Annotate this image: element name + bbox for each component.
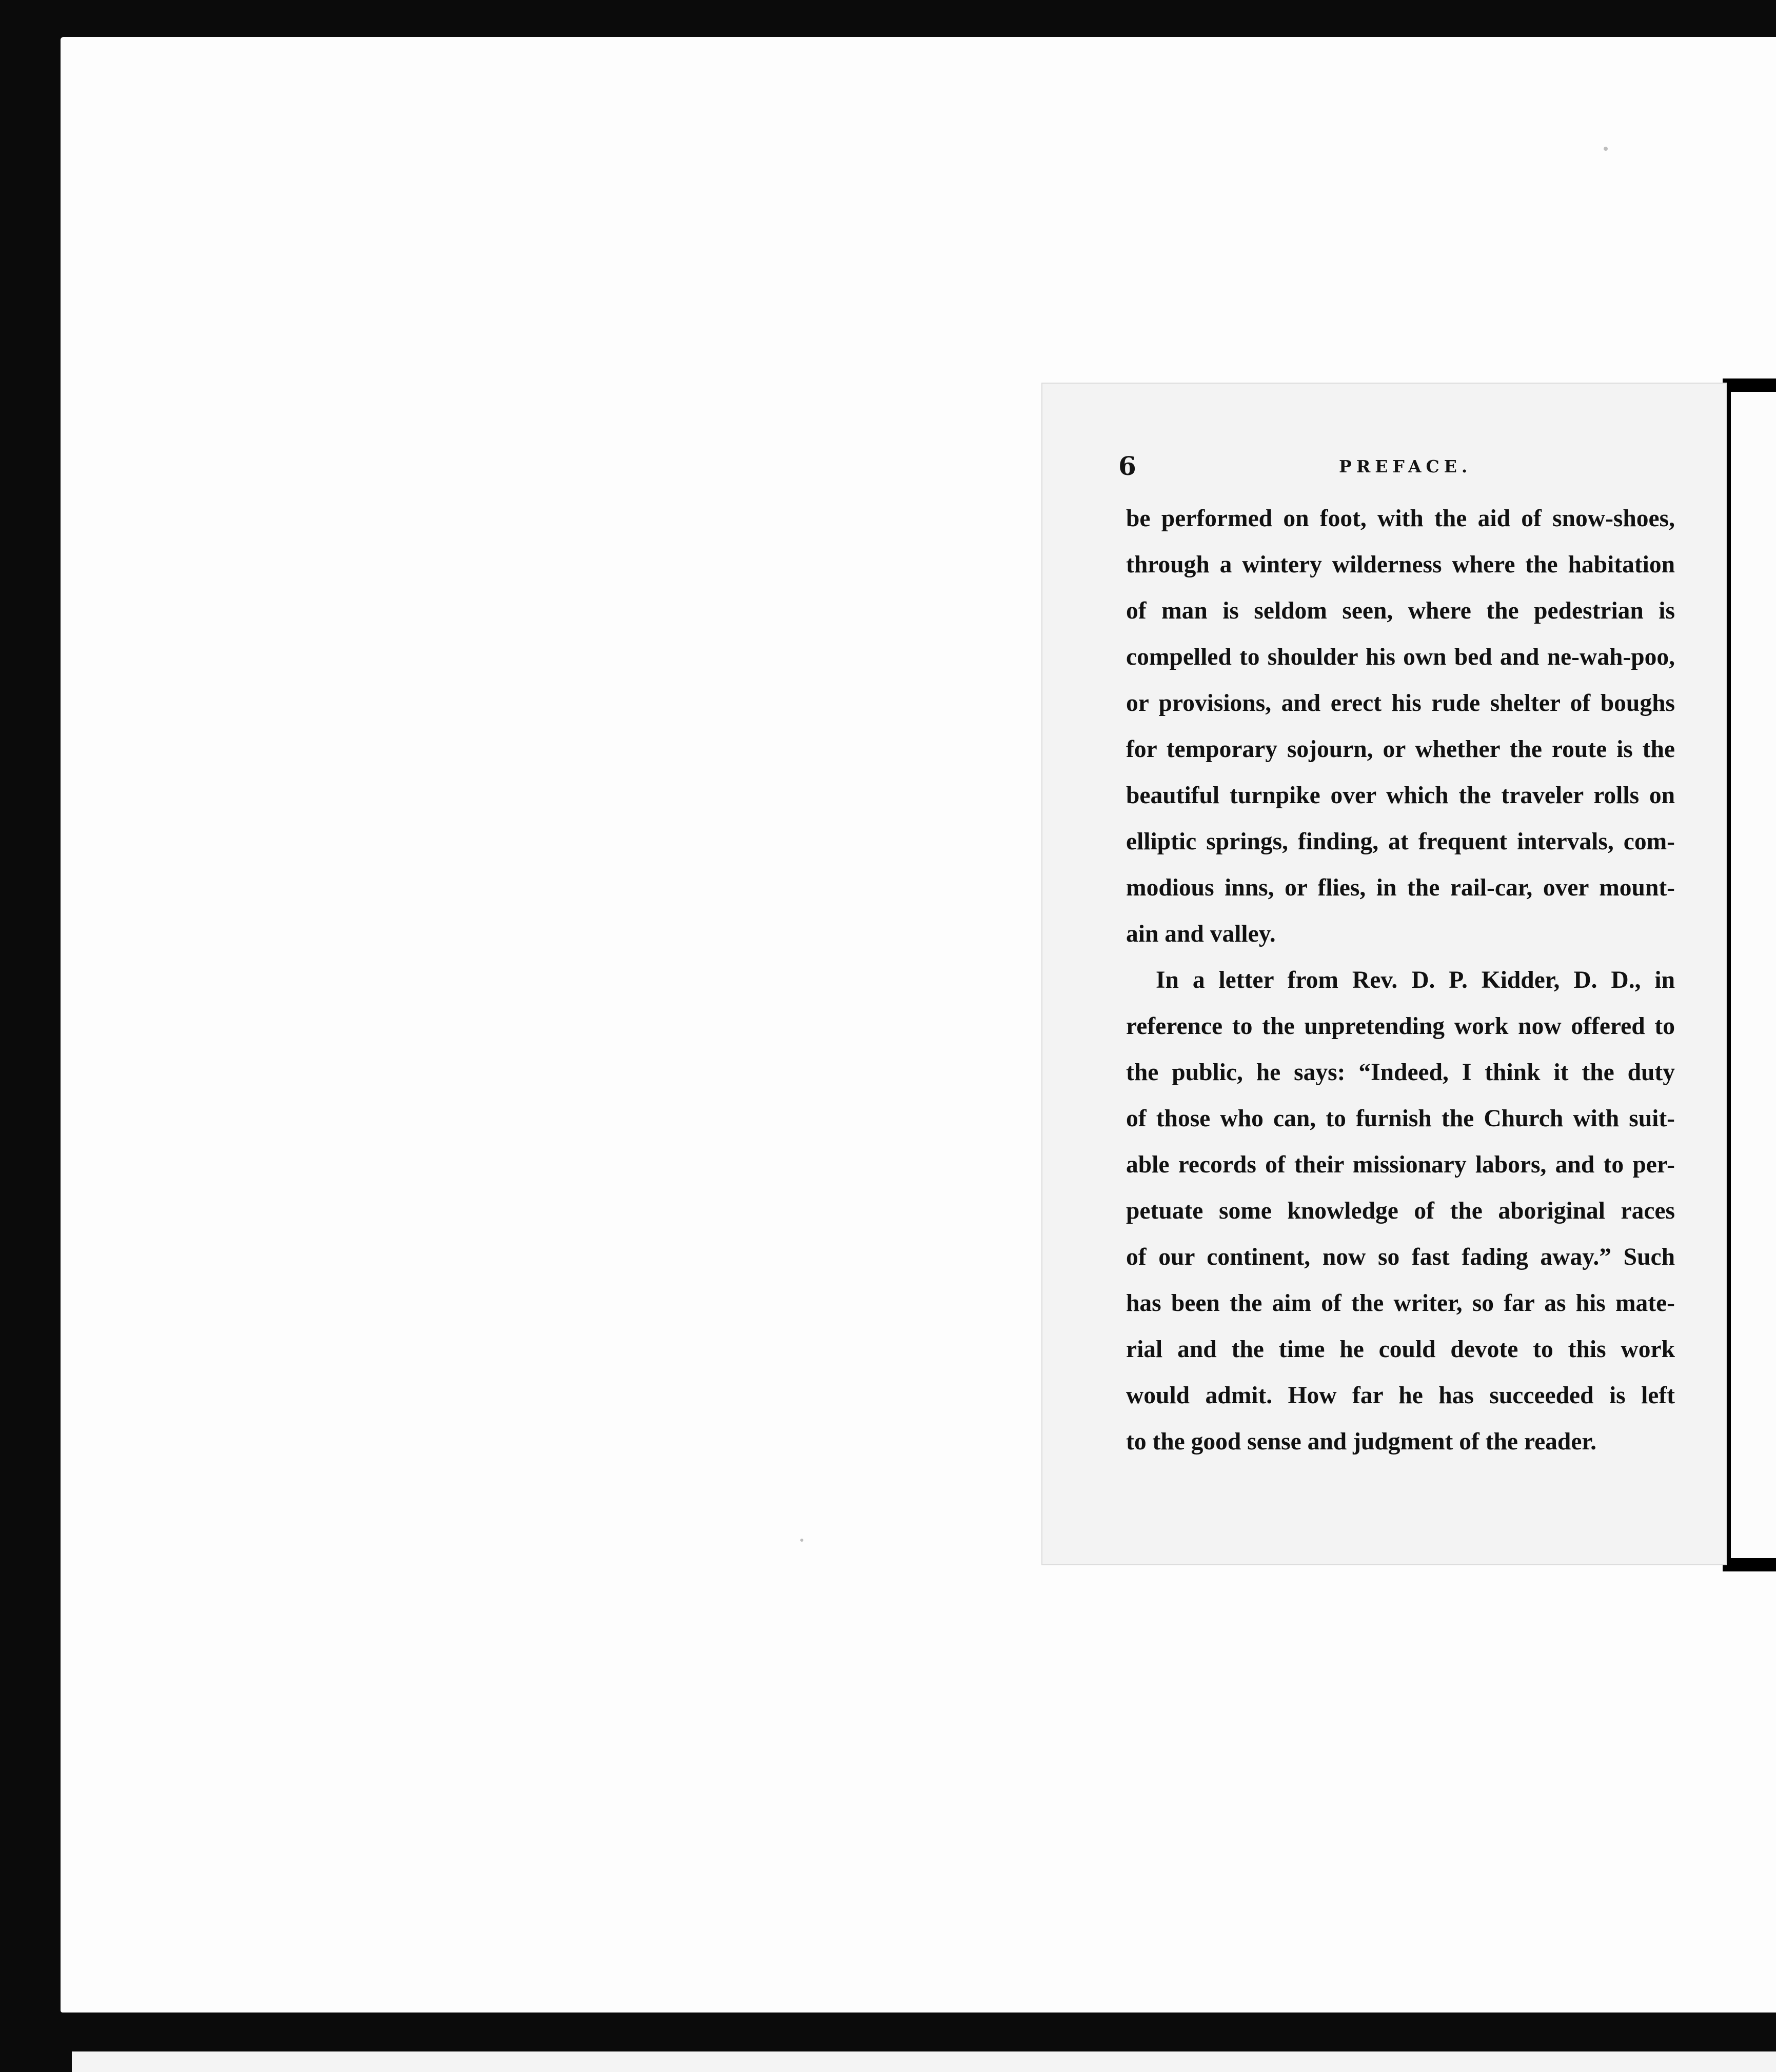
page-number: 6 (1118, 451, 1136, 481)
text-line: compelled to shoulder his own bed and ne-wah-poo, (1126, 644, 1675, 670)
paragraph (1126, 495, 1675, 957)
text-line: has been the aim of the writer, so far as his mate- (1126, 1290, 1675, 1317)
text-line: be performed on foot, with the aid of snow-shoes, (1126, 505, 1675, 532)
text-line: elliptic springs, finding, at frequent intervals, com- (1126, 828, 1675, 855)
running-head (1118, 448, 1693, 484)
text-line: reference to the unpretending work now offered to (1126, 1013, 1675, 1040)
text-line: for temporary sojourn, or whether the route is the (1126, 736, 1675, 763)
text-line: would admit. How far he has succeeded is left (1126, 1382, 1675, 1409)
text-line: the public, he says: “Indeed, I think it the duty (1126, 1059, 1675, 1086)
film-edge-strip (72, 2051, 1776, 2072)
text-line: able records of their missionary labors, and to per- (1126, 1151, 1675, 1178)
scan-speck (1604, 147, 1608, 151)
text-line: to the good sense and judgment of the reader. (1126, 1428, 1597, 1455)
scan-speck (800, 1539, 803, 1542)
text-line: In a letter from Rev. D. P. Kidder, D. D., in (1156, 967, 1675, 993)
text-line: petuate some knowledge of the aboriginal races (1126, 1198, 1675, 1224)
text-line: of our continent, now so fast fading away.” Such (1126, 1244, 1675, 1270)
text-line: modious inns, or flies, in the rail-car, over mount- (1126, 874, 1675, 901)
text-line: through a wintery wilderness where the habitation (1126, 551, 1675, 578)
paragraph (1126, 957, 1675, 1465)
text-line: ain and valley. (1126, 921, 1276, 947)
book-page (1041, 383, 1727, 1565)
text-line: rial and the time he could devote to this work (1126, 1336, 1675, 1363)
text-line: or provisions, and erect his rude shelter of boughs (1126, 690, 1675, 716)
text-line: beautiful turnpike over which the traveler rolls on (1126, 782, 1675, 809)
page-heading: PREFACE. (1339, 456, 1472, 476)
text-line: of those who can, to furnish the Church with suit- (1126, 1105, 1675, 1132)
facing-page-edge (1723, 378, 1776, 1571)
text-line: of man is seldom seen, where the pedestrian is (1126, 597, 1675, 624)
body-text (1126, 495, 1675, 1465)
